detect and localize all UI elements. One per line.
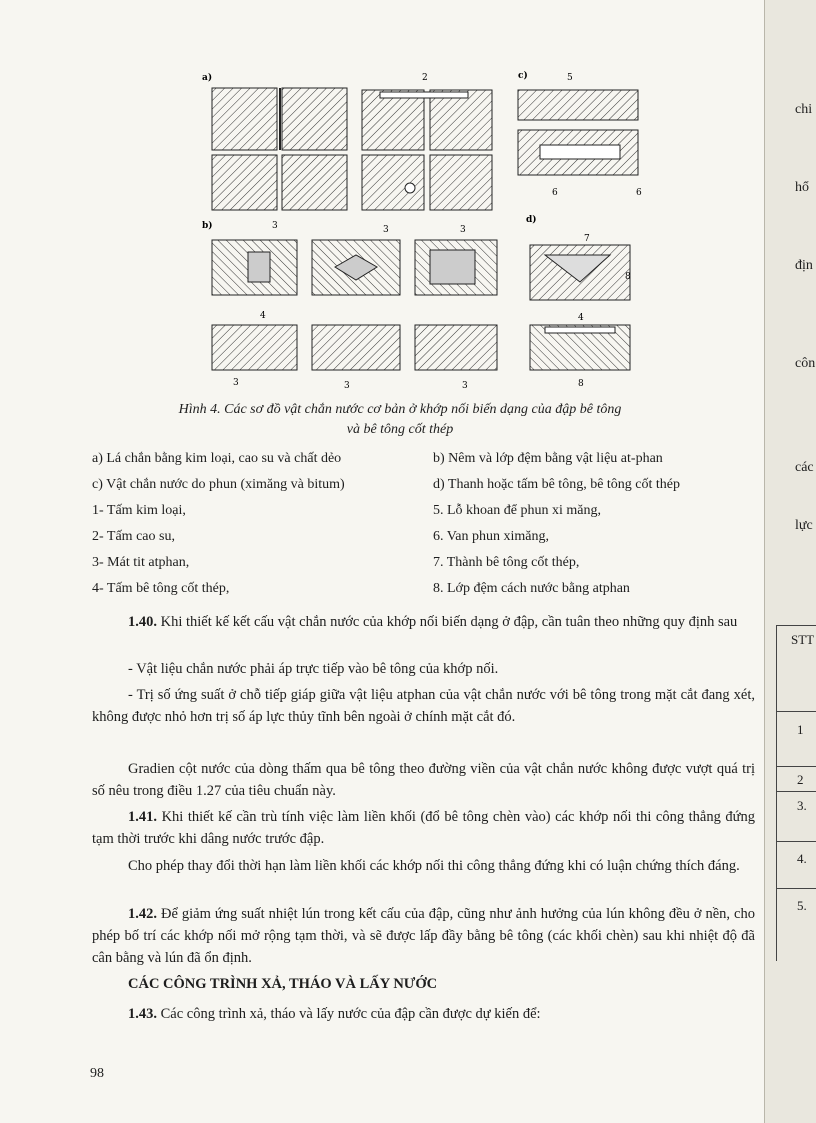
- fig-number: 8: [625, 272, 631, 282]
- legend-item: 6. Van phun ximăng,: [433, 529, 550, 544]
- table-row: [777, 791, 816, 792]
- legend-item: c) Vật chắn nước do phun (ximăng và bitum): [92, 477, 345, 492]
- next-page-word: lực: [795, 518, 813, 533]
- paragraph-1-41: [92, 806, 755, 850]
- diagram-a-bottom-right: [362, 155, 492, 210]
- next-page-word: hổ: [795, 180, 809, 195]
- legend-item: 4- Tấm bê tông cốt thép,: [92, 581, 230, 596]
- legend-item: 2- Tấm cao su,: [92, 529, 175, 544]
- clause-number: 1.43.: [128, 1006, 157, 1022]
- fig-number: 8: [578, 379, 584, 389]
- section-heading: CÁC CÔNG TRÌNH XẢ, THÁO VÀ LẤY NƯỚC: [128, 976, 438, 992]
- legend-item: a) Lá chắn bằng kim loại, cao su và chất dẻo: [92, 451, 342, 466]
- fig-number: 4: [578, 313, 584, 323]
- next-page-word: côn: [795, 356, 816, 371]
- fig-label-a: a): [202, 73, 213, 83]
- legend-item: b) Nêm và lớp đệm bằng vật liệu at-phan: [433, 451, 663, 466]
- table-row: [777, 711, 816, 712]
- fig-number: 3: [460, 225, 466, 235]
- paragraph-text: Khi thiết kế kết cấu vật chắn nước của khớp nối biến dạng ở đập, cần tuân theo những quy định sau: [160, 614, 738, 630]
- diagram-b: [212, 240, 497, 370]
- paragraph-text: Khi thiết kế cần trù tính việc làm liền khối (đổ bê tông chèn vào) các khớp nối thi công thẳng đứng tạm thời trước khi dâng nước trước đập.: [92, 809, 755, 847]
- paragraph-1-43: [92, 1003, 755, 1025]
- legend-item: 1- Tấm kim loại,: [92, 503, 186, 518]
- next-page-word: địn: [795, 258, 813, 273]
- caption-line-2: và bê tông cốt thép: [346, 422, 454, 437]
- fig-label-c: c): [518, 71, 528, 81]
- diagram-a-bottom-left: [212, 155, 347, 210]
- fig-number: 3: [344, 381, 350, 391]
- fig-number: 4: [260, 311, 266, 321]
- diagram-a-top-right: [362, 73, 492, 150]
- paragraph-1-40: [92, 611, 755, 633]
- caption-line-1: Hình 4. Các sơ đồ vật chắn nước cơ bản ở khớp nối biến dạng của đập bê tông: [178, 402, 622, 417]
- fig-number: 7: [584, 234, 590, 244]
- legend-item: 7. Thành bê tông cốt thép,: [433, 555, 580, 570]
- next-page-word: các: [795, 460, 814, 475]
- next-page-table: [776, 625, 816, 961]
- page-number: 98: [90, 1066, 104, 1081]
- diagram-c: [518, 90, 638, 175]
- clause-number: 1.40.: [128, 614, 157, 630]
- table-row: [777, 888, 816, 889]
- fig-number: 6: [636, 188, 642, 198]
- fig-label-b: b): [202, 221, 213, 231]
- table-cell: 2: [797, 772, 804, 787]
- table-cell: 1: [797, 722, 804, 737]
- paragraph-text: Để giảm ứng suất nhiệt lún trong kết cấu của đập, cũng như ảnh hưởng của lún không đều ở nền, cho phép bố trí các khớp nối mở rộng tạm thời, và sẽ được lấp đầy bằng bê tông (các khối chèn) sau khi nhiệt độ đã cân bằng và lún đã ổn định.: [92, 906, 755, 966]
- legend-item: 5. Lỗ khoan để phun xi măng,: [433, 503, 601, 518]
- legend-item: d) Thanh hoặc tấm bê tông, bê tông cốt thép: [433, 477, 681, 492]
- table-row: [777, 766, 816, 767]
- fig-number: 2: [422, 73, 428, 83]
- paragraph-text: Các công trình xả, tháo và lấy nước của đập cần được dự kiến để:: [160, 1006, 541, 1022]
- joint-diagram-figure: [200, 70, 650, 400]
- paragraph-text: Gradien cột nước của dòng thấm qua bê tông theo đường viền của vật chắn nước không được vượt quá trị số nêu trong điều 1.27 của tiêu chuẩn này.: [92, 761, 755, 799]
- fig-number: 3: [233, 378, 239, 388]
- table-cell: 5.: [797, 898, 807, 913]
- table-cell: 4.: [797, 851, 807, 866]
- clause-number: 1.41.: [128, 809, 157, 825]
- clause-number: 1.42.: [128, 906, 157, 922]
- legend-item: 3- Mát tit atphan,: [92, 555, 190, 570]
- fig-number: 3: [383, 225, 389, 235]
- fig-number: 5: [567, 73, 573, 83]
- table-cell: 3.: [797, 798, 807, 813]
- fig-label-d: d): [526, 215, 537, 225]
- diagram-d: [530, 245, 630, 370]
- table-header: STT: [791, 632, 815, 647]
- paragraph-text: Cho phép thay đổi thời hạn làm liền khối các khớp nối thi công thẳng đứng khi có luận chứng thích đáng.: [128, 858, 740, 874]
- paragraph-bullet: - Vật liệu chắn nước phải áp trực tiếp vào bê tông của khớp nối.: [128, 661, 499, 677]
- paragraph-1-42: [92, 903, 755, 969]
- figure-caption: [120, 400, 680, 440]
- fig-number: 6: [552, 188, 558, 198]
- paragraph-bullet: - Trị số ứng suất ở chỗ tiếp giáp giữa vật liệu atphan của vật chắn nước với bê tông trong mặt cắt đang xét, không được nhỏ hơn trị số áp lực thủy tĩnh bên ngoài ở chính mặt cắt đó.: [92, 687, 755, 725]
- fig-number: 3: [272, 221, 278, 231]
- fig-number: 3: [462, 381, 468, 391]
- table-row: [777, 841, 816, 842]
- diagram-a-top-left: [212, 88, 347, 150]
- next-page-word: chi: [795, 102, 813, 117]
- legend-item: 8. Lớp đệm cách nước bằng atphan: [433, 581, 630, 596]
